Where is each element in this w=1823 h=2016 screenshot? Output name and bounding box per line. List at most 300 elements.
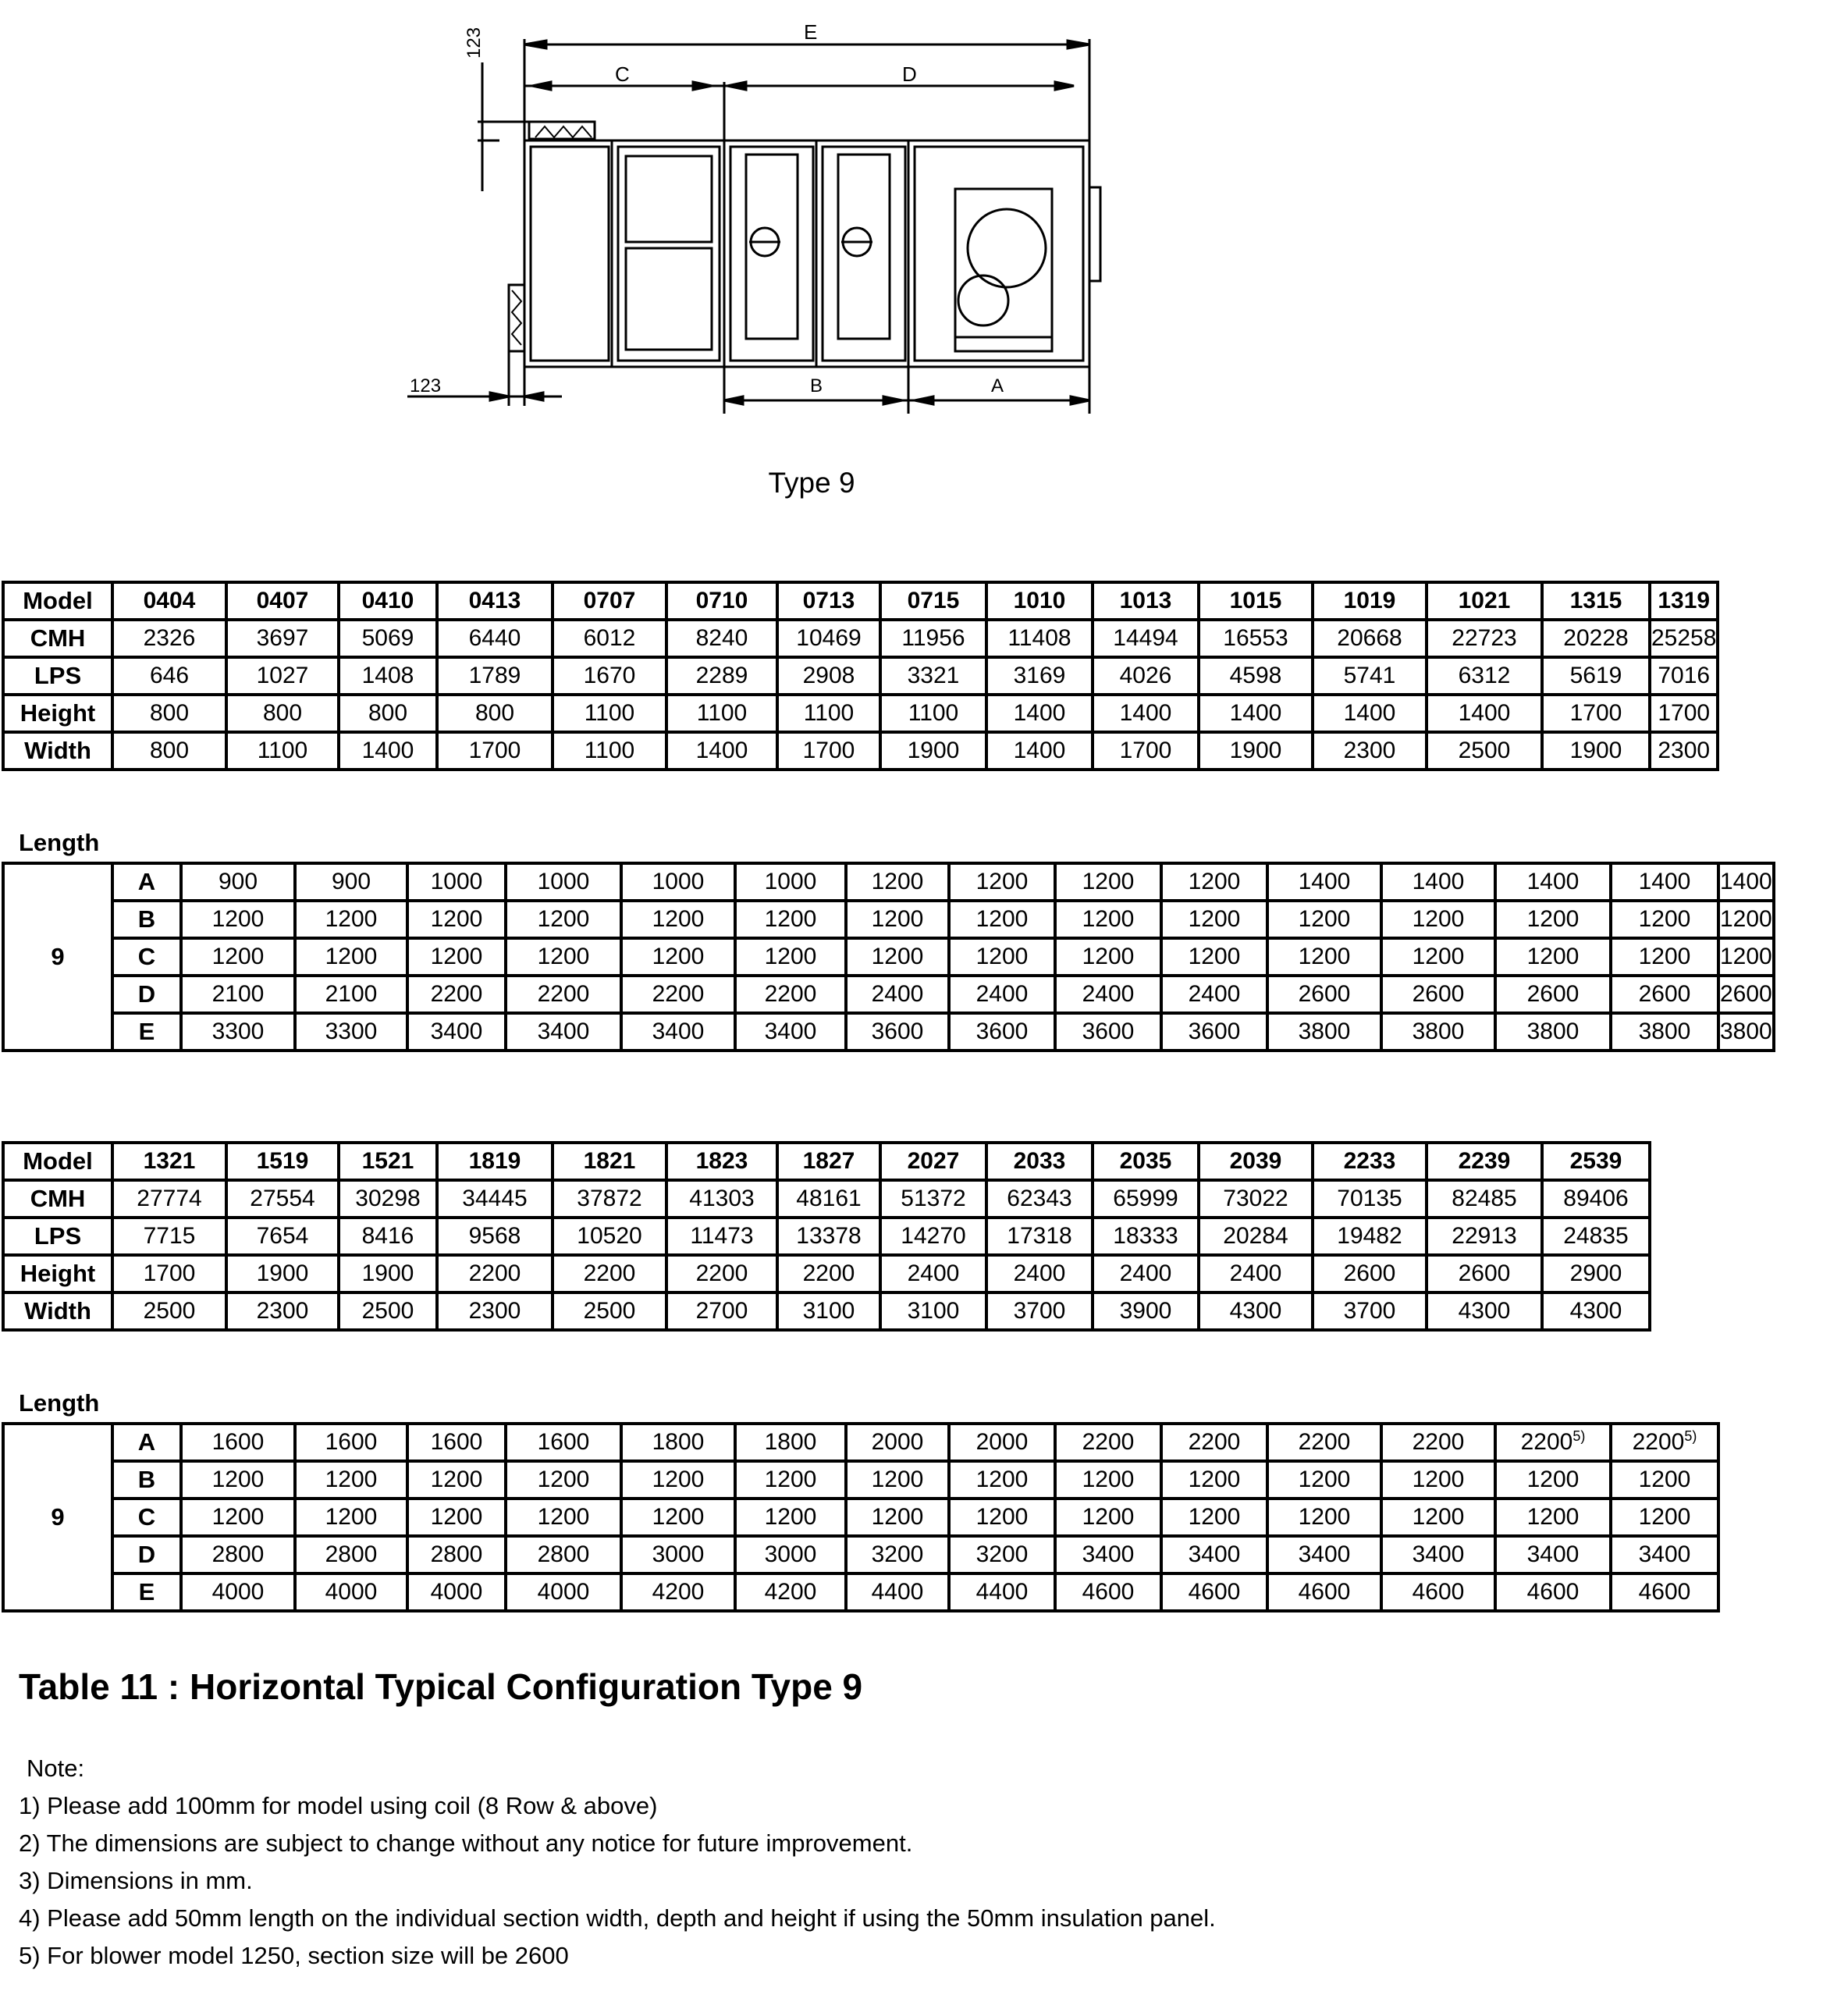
value-text: 2200: [652, 981, 705, 1007]
value-cell: 1400: [986, 695, 1093, 732]
value-cell: [506, 1461, 621, 1499]
value-cell: [1161, 976, 1267, 1013]
value-text: 4200: [764, 1579, 817, 1605]
value-text: 1200: [325, 906, 378, 932]
value-cell: [621, 1499, 735, 1536]
value-text: 1200: [211, 906, 265, 932]
value-cell: [1495, 1573, 1611, 1611]
value-text: 900: [218, 869, 258, 894]
value-cell: 3700: [986, 1292, 1093, 1330]
value-text: 1200: [871, 869, 924, 894]
value-text: 1200: [1638, 944, 1691, 969]
value-text: 1200: [975, 869, 1029, 894]
value-cell: 1100: [880, 695, 986, 732]
value-cell: [949, 1013, 1055, 1051]
value-text: 1200: [1188, 1504, 1241, 1530]
model-cell: 2035: [1093, 1143, 1199, 1180]
value-text: 4400: [871, 1579, 924, 1605]
value-text: 1200: [430, 944, 483, 969]
value-cell: 2200: [437, 1255, 553, 1292]
value-cell: 2400: [880, 1255, 986, 1292]
dim-label-e: E: [804, 20, 818, 44]
value-text: 1200: [1082, 1467, 1135, 1492]
value-text: 1200: [1188, 944, 1241, 969]
value-cell: [295, 1499, 407, 1536]
value-cell: 11473: [666, 1218, 777, 1255]
model-cell: 0707: [553, 582, 666, 620]
value-text: 3600: [1188, 1019, 1241, 1044]
value-cell: 14270: [880, 1218, 986, 1255]
spec-row: [3, 1180, 1650, 1218]
value-cell: [735, 1573, 846, 1611]
model-cell: 1319: [1650, 582, 1718, 620]
value-cell: 82485: [1427, 1180, 1542, 1218]
value-cell: [735, 863, 846, 901]
fan-base: [955, 337, 1052, 351]
value-cell: 2500: [553, 1292, 666, 1330]
value-cell: [1611, 1424, 1718, 1461]
model-cell: 2539: [1542, 1143, 1650, 1180]
value-cell: 1700: [112, 1255, 226, 1292]
value-cell: [181, 976, 295, 1013]
value-text: 1200: [325, 944, 378, 969]
value-text: 1800: [652, 1429, 705, 1455]
value-cell: 2326: [112, 620, 226, 657]
value-cell: [181, 938, 295, 976]
value-cell: 1400: [986, 732, 1093, 770]
value-cell: 1100: [777, 695, 880, 732]
spec-row: [3, 657, 1718, 695]
value-text: 3400: [1188, 1541, 1241, 1567]
value-cell: [846, 1573, 949, 1611]
value-cell: 5741: [1313, 657, 1427, 695]
arrow-icon: [490, 393, 509, 400]
value-text: 4600: [1412, 1579, 1465, 1605]
value-cell: [735, 1424, 846, 1461]
value-cell: 34445: [437, 1180, 553, 1218]
row-header: Model: [3, 1143, 112, 1180]
value-cell: 2400: [1093, 1255, 1199, 1292]
dim-label-top-offset: 123: [464, 27, 485, 59]
value-text: 1400: [1638, 869, 1691, 894]
value-cell: 1100: [666, 695, 777, 732]
value-text: 4600: [1082, 1579, 1135, 1605]
value-cell: [1161, 1461, 1267, 1499]
length-label: Length: [19, 1389, 100, 1417]
value-cell: 51372: [880, 1180, 986, 1218]
value-cell: 2300: [1650, 732, 1718, 770]
value-cell: 3100: [777, 1292, 880, 1330]
value-cell: 20668: [1313, 620, 1427, 657]
value-cell: 3100: [880, 1292, 986, 1330]
damper-panel: [746, 155, 798, 339]
value-cell: [621, 1461, 735, 1499]
value-cell: [949, 1536, 1055, 1573]
row-header: LPS: [3, 1218, 112, 1255]
value-text: 1200: [1720, 944, 1772, 969]
value-cell: [1381, 1461, 1495, 1499]
value-cell: 27554: [226, 1180, 339, 1218]
value-text: 3200: [871, 1541, 924, 1567]
value-cell: [1267, 1536, 1381, 1573]
value-text: 3800: [1638, 1019, 1691, 1044]
dim-label-a: A: [991, 375, 1004, 396]
arrow-icon: [524, 41, 546, 48]
coil-panel-upper: [626, 156, 712, 242]
value-text: 1200: [652, 906, 705, 932]
arrow-icon: [1068, 41, 1089, 48]
value-text: 1200: [871, 906, 924, 932]
arrow-icon: [915, 396, 933, 404]
value-cell: 1408: [339, 657, 437, 695]
value-text: 1200: [211, 1504, 265, 1530]
model-cell: 1019: [1313, 582, 1427, 620]
value-cell: 2700: [666, 1292, 777, 1330]
value-text: 2000: [975, 1429, 1029, 1455]
value-cell: [735, 938, 846, 976]
model-cell: 1521: [339, 1143, 437, 1180]
value-cell: [1055, 938, 1161, 976]
value-cell: [295, 863, 407, 901]
value-cell: 89406: [1542, 1180, 1650, 1218]
value-text: 2200: [1520, 1429, 1573, 1455]
value-cell: [1055, 976, 1161, 1013]
value-cell: 1700: [777, 732, 880, 770]
value-text: 4600: [1526, 1579, 1580, 1605]
value-cell: [295, 1461, 407, 1499]
filter-section: [531, 147, 609, 361]
model-cell: 1321: [112, 1143, 226, 1180]
value-cell: 1400: [1427, 695, 1542, 732]
value-cell: [1495, 1461, 1611, 1499]
value-cell: [181, 863, 295, 901]
value-text: 2800: [325, 1541, 378, 1567]
model-cell: 1827: [777, 1143, 880, 1180]
value-text: 1200: [1298, 906, 1351, 932]
row-header: Model: [3, 582, 112, 620]
arrow-icon: [1071, 396, 1089, 404]
value-cell: [949, 863, 1055, 901]
value-cell: [1611, 976, 1718, 1013]
dimension-letter: D: [112, 976, 181, 1013]
value-cell: [1611, 863, 1718, 901]
value-cell: 5619: [1542, 657, 1650, 695]
dimension-letter: A: [112, 1424, 181, 1461]
value-text: 2600: [1526, 981, 1580, 1007]
value-text: 1600: [537, 1429, 590, 1455]
value-cell: 5069: [339, 620, 437, 657]
value-cell: 800: [437, 695, 553, 732]
value-cell: 73022: [1199, 1180, 1313, 1218]
value-cell: 1100: [553, 732, 666, 770]
value-cell: 1400: [1093, 695, 1199, 732]
value-text: 1400: [1412, 869, 1465, 894]
value-cell: 2400: [1199, 1255, 1313, 1292]
damper-panel: [838, 155, 890, 339]
value-cell: [621, 1424, 735, 1461]
value-cell: [1267, 1461, 1381, 1499]
value-cell: [949, 938, 1055, 976]
value-cell: [1495, 976, 1611, 1013]
value-cell: 10520: [553, 1218, 666, 1255]
value-cell: [1495, 1499, 1611, 1536]
value-cell: [949, 901, 1055, 938]
value-cell: [506, 1499, 621, 1536]
value-text: 1000: [764, 869, 817, 894]
value-cell: 2289: [666, 657, 777, 695]
value-text: 2200: [1082, 1429, 1135, 1455]
value-cell: 1900: [339, 1255, 437, 1292]
value-text: 1200: [1526, 906, 1580, 932]
spec-row: [3, 732, 1718, 770]
value-text: 1200: [871, 1467, 924, 1492]
value-cell: [1161, 1573, 1267, 1611]
value-cell: 37872: [553, 1180, 666, 1218]
model-row: [3, 1143, 1650, 1180]
spec-table-1: [2, 581, 1719, 771]
type-group-cell: 9: [3, 863, 112, 1051]
value-text: 2200: [537, 981, 590, 1007]
value-text: 3400: [1082, 1541, 1135, 1567]
model-cell: 1315: [1542, 582, 1650, 620]
value-text: 1000: [537, 869, 590, 894]
value-text: 2400: [1082, 981, 1135, 1007]
value-text: 3300: [325, 1019, 378, 1044]
value-cell: [949, 1461, 1055, 1499]
dimension-letter: A: [112, 863, 181, 901]
dimension-letter: E: [112, 1013, 181, 1051]
value-cell: 1670: [553, 657, 666, 695]
value-cell: [506, 863, 621, 901]
value-cell: [846, 1461, 949, 1499]
value-cell: 11956: [880, 620, 986, 657]
value-text: 1200: [1188, 869, 1241, 894]
value-cell: 1789: [437, 657, 553, 695]
value-text: 2200: [764, 981, 817, 1007]
value-cell: [1381, 1499, 1495, 1536]
value-text: 2400: [871, 981, 924, 1007]
value-cell: 1027: [226, 657, 339, 695]
value-text: 1200: [430, 1504, 483, 1530]
value-cell: [735, 1499, 846, 1536]
value-cell: [181, 901, 295, 938]
value-cell: 9568: [437, 1218, 553, 1255]
value-cell: 18333: [1093, 1218, 1199, 1255]
value-text: 1200: [1526, 1504, 1580, 1530]
value-cell: [1611, 938, 1718, 976]
value-cell: [846, 1424, 949, 1461]
length-row: [3, 1573, 1718, 1611]
value-cell: [295, 938, 407, 976]
value-text: 1200: [975, 906, 1029, 932]
value-cell: 4598: [1199, 657, 1313, 695]
value-cell: 48161: [777, 1180, 880, 1218]
note-item: 5) For blower model 1250, section size will be 2600: [19, 1942, 569, 1969]
arrow-icon: [727, 82, 746, 90]
dim-label-d: D: [902, 62, 917, 86]
value-cell: 20228: [1542, 620, 1650, 657]
value-text: 1200: [325, 1467, 378, 1492]
value-cell: [295, 976, 407, 1013]
value-text: 4400: [975, 1579, 1029, 1605]
value-cell: 2300: [226, 1292, 339, 1330]
value-cell: [949, 976, 1055, 1013]
value-cell: [506, 1573, 621, 1611]
value-text: 3400: [652, 1019, 705, 1044]
value-cell: 8416: [339, 1218, 437, 1255]
value-text: 3800: [1298, 1019, 1351, 1044]
row-header: LPS: [3, 657, 112, 695]
value-cell: 17318: [986, 1218, 1093, 1255]
value-cell: [506, 1424, 621, 1461]
length-row: [3, 976, 1774, 1013]
value-cell: [1381, 938, 1495, 976]
value-cell: 2300: [1313, 732, 1427, 770]
row-header: Width: [3, 732, 112, 770]
value-text: 3800: [1720, 1019, 1772, 1044]
value-cell: [1718, 901, 1774, 938]
value-text: 1400: [1720, 869, 1772, 894]
value-cell: [846, 938, 949, 976]
spec-row: [3, 695, 1718, 732]
value-cell: [181, 1013, 295, 1051]
value-cell: [735, 1461, 846, 1499]
value-cell: [295, 1013, 407, 1051]
dimension-letter: C: [112, 938, 181, 976]
value-text: 2200: [430, 981, 483, 1007]
value-text: 3400: [1638, 1541, 1691, 1567]
value-cell: [1611, 901, 1718, 938]
value-cell: [1495, 1536, 1611, 1573]
value-cell: [506, 901, 621, 938]
value-cell: [1381, 1536, 1495, 1573]
value-cell: [1161, 1499, 1267, 1536]
value-cell: [1161, 863, 1267, 901]
outlet-flange: [1089, 187, 1100, 281]
value-cell: [1381, 901, 1495, 938]
value-cell: [846, 1013, 949, 1051]
value-cell: 2200: [777, 1255, 880, 1292]
figure-caption: Type 9: [768, 467, 855, 499]
value-text: 1200: [537, 1504, 590, 1530]
value-cell: [506, 938, 621, 976]
value-cell: 14494: [1093, 620, 1199, 657]
footnote-ref: 5): [1684, 1428, 1697, 1444]
value-cell: [1267, 976, 1381, 1013]
value-text: 4000: [325, 1579, 378, 1605]
value-cell: [1267, 1013, 1381, 1051]
value-cell: [407, 901, 506, 938]
value-cell: 1100: [226, 732, 339, 770]
model-cell: 1823: [666, 1143, 777, 1180]
value-text: 1200: [975, 944, 1029, 969]
value-cell: [1718, 863, 1774, 901]
value-text: 2200: [1188, 1429, 1241, 1455]
value-cell: [506, 976, 621, 1013]
value-cell: 3900: [1093, 1292, 1199, 1330]
value-cell: [1161, 901, 1267, 938]
value-text: 1200: [1082, 1504, 1135, 1530]
value-text: 2600: [1412, 981, 1465, 1007]
value-cell: [949, 1499, 1055, 1536]
value-text: 1200: [211, 944, 265, 969]
value-text: 1200: [764, 944, 817, 969]
model-cell: 1021: [1427, 582, 1542, 620]
value-cell: [735, 1013, 846, 1051]
model-cell: 1821: [553, 1143, 666, 1180]
value-cell: 646: [112, 657, 226, 695]
value-cell: 1400: [339, 732, 437, 770]
value-cell: [846, 1499, 949, 1536]
value-text: 1200: [871, 944, 924, 969]
dimension-letter: E: [112, 1573, 181, 1611]
value-cell: [1055, 1536, 1161, 1573]
value-text: 1200: [1720, 906, 1772, 932]
value-cell: 1900: [1542, 732, 1650, 770]
table-caption: Table 11 : Horizontal Typical Configuration Type 9: [19, 1666, 863, 1707]
value-cell: [407, 863, 506, 901]
value-cell: [1381, 1424, 1495, 1461]
value-text: 1200: [1526, 944, 1580, 969]
arrow-icon: [1055, 82, 1074, 90]
value-cell: [1495, 1424, 1611, 1461]
value-text: 3400: [430, 1019, 483, 1044]
value-cell: 2400: [986, 1255, 1093, 1292]
value-cell: 800: [112, 695, 226, 732]
value-cell: [1611, 1461, 1718, 1499]
value-cell: 2200: [553, 1255, 666, 1292]
model-cell: 2233: [1313, 1143, 1427, 1180]
value-text: 2800: [211, 1541, 265, 1567]
damper-blades: [512, 290, 521, 345]
value-cell: [407, 1573, 506, 1611]
value-cell: [1718, 938, 1774, 976]
value-cell: [1267, 938, 1381, 976]
model-row: [3, 582, 1718, 620]
value-cell: 1700: [1542, 695, 1650, 732]
length-row: [3, 901, 1774, 938]
value-text: 3000: [764, 1541, 817, 1567]
value-cell: [506, 1013, 621, 1051]
value-cell: [407, 1536, 506, 1573]
length-row: [3, 938, 1774, 976]
value-cell: [1267, 901, 1381, 938]
value-cell: [407, 1424, 506, 1461]
model-cell: 0713: [777, 582, 880, 620]
value-cell: [1161, 1424, 1267, 1461]
value-text: 4200: [652, 1579, 705, 1605]
value-cell: [621, 863, 735, 901]
value-text: 1200: [325, 1504, 378, 1530]
spec-row: [3, 1292, 1650, 1330]
value-cell: [407, 1461, 506, 1499]
value-text: 1200: [1298, 944, 1351, 969]
model-cell: 0715: [880, 582, 986, 620]
value-cell: 2908: [777, 657, 880, 695]
value-text: 2800: [430, 1541, 483, 1567]
arrow-icon: [883, 396, 902, 404]
value-cell: [1611, 1499, 1718, 1536]
value-cell: 2600: [1313, 1255, 1427, 1292]
value-cell: [295, 1424, 407, 1461]
length-label: Length: [19, 829, 100, 856]
value-text: 4000: [430, 1579, 483, 1605]
model-cell: 2033: [986, 1143, 1093, 1180]
value-cell: [949, 1573, 1055, 1611]
value-cell: 13378: [777, 1218, 880, 1255]
footnote-ref: 5): [1572, 1428, 1586, 1444]
value-cell: 65999: [1093, 1180, 1199, 1218]
